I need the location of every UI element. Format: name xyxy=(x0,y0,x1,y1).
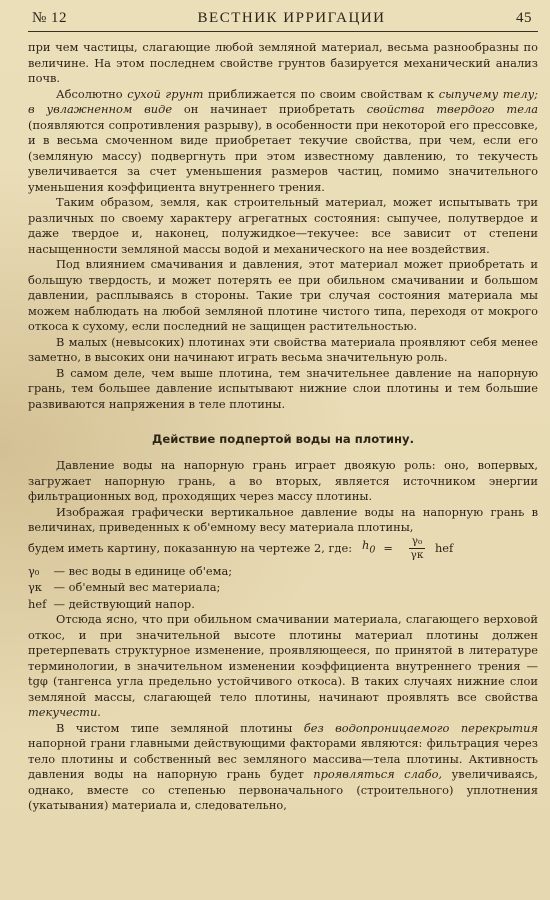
definition-symbol: γк xyxy=(28,580,42,594)
paragraph-10 xyxy=(28,721,538,814)
paragraph-2 xyxy=(28,87,538,196)
paragraph-9-text: Отсюда ясно, что при обильном смачивании материала, слагающего верховой откос, и при значительной высоте плотины материал плотины должен претерпевать структурное изменение, проявляющееся, по принятой в литературе терминологии, в значительном изменении коэффициента внутреннего трения — tgφ (тангенса угла предельно устойчивого откоса). В таких случаях нижние слои земляной массы, слагающей тело плотины, начинают проявлять все свойства xyxy=(28,612,538,704)
page-number-left: № 12 xyxy=(32,10,68,26)
paragraph-2-text: Абсолютно xyxy=(56,86,128,101)
formula-numerator: γ₀ xyxy=(411,534,423,547)
paragraph-7: Давление воды на напорную грань играет двоякую роль: оно, вопервых, загружает напорную грань, а во вторых, является источником энергии фильтрационных вод, проходящих через массу плотины. xyxy=(28,458,538,503)
formula-lhs-subscript: 0 xyxy=(369,544,376,556)
formula-rhs: hef xyxy=(434,540,454,555)
page-header xyxy=(28,6,538,32)
journal-title: ВЕСТНИК ИРРИГАЦИИ xyxy=(197,10,386,26)
definition-text: — действующий напор. xyxy=(53,596,195,611)
paragraph-10-text: В чистом типе земляной плотины xyxy=(56,720,304,735)
paragraph-9 xyxy=(28,612,538,721)
definition-item xyxy=(28,579,538,596)
formula-denominator: γк xyxy=(410,548,424,561)
paragraph-2-emphasis: свойства твердого тела xyxy=(366,102,538,116)
paragraph-2-emphasis: сыпучему телу; в увлажненном виде xyxy=(28,86,539,116)
paragraph-5: В малых (невысоких) плотинах эти свойства материала проявляют себя менее заметно, в высоких они начинают играть весьма значительную роль. xyxy=(28,334,538,364)
formula-fraction xyxy=(409,536,425,561)
section-heading: Действие подпертой воды на плотину. xyxy=(152,432,414,446)
paragraph-4: Под влиянием смачивания и давления, этот материал может приобретать и большую твердость, и может потерять ее при обильном смачивании и большом давлении, расплываясь в стороны. Такие три случая состояния материала мы можем наблюдать на любой земляной плотине чистого типа, переходя от мокрого откоса к сухому, если последний не защищен растительностью. xyxy=(28,257,538,333)
definition-text: — об'емный вес материала; xyxy=(53,580,221,594)
formula-lhs-symbol: h xyxy=(362,538,370,553)
paragraph-10-emphasis: без водопроницаемого перекрытия xyxy=(303,720,538,735)
paragraph-9-emphasis: текучести. xyxy=(28,705,101,719)
formula-line xyxy=(28,536,538,561)
page-number-right: 45 xyxy=(515,10,532,26)
formula-lhs xyxy=(362,538,375,557)
paragraph-8: Изображая графически вертикальное давление воды на напорную грань в величинах, приведенных к об'емному весу материала плотины, xyxy=(28,504,538,534)
definition-item xyxy=(28,563,538,580)
definition-symbol: γ₀ xyxy=(28,563,40,578)
paragraph-2-emphasis: сухой грунт xyxy=(127,86,204,101)
paragraph-2-text: (появляются сопротивления разрыву), в особенности при некоторой его прессовке, и в весьма смоченном виде приобретает текучие свойства, при чем, если его (земляную массу) подвергнуть при этом известному давлению, то текучесть увеличивается за счет уменьшения размеров частиц, помимо значительного уменьшения коэффициента внутреннего трения. xyxy=(28,117,538,194)
paragraph-10-emphasis: проявляться слабо, xyxy=(313,767,443,781)
definition-text: — вес воды в единице об'ема; xyxy=(53,563,233,578)
paragraph-3: Таким образом, земля, как строительный материал, может испытывать три различных по своему характеру агрегатных состояния: сыпучее, полутвердое и даже твердое и, наконец, полужидкое—текучее: все зависит от степени насыщенности земляной массы водой и механического на нее воздействия. xyxy=(28,195,538,256)
definition-symbol: hef xyxy=(28,596,47,611)
definition-item xyxy=(28,596,538,613)
paragraph-6: В самом деле, чем выше плотина, тем значительнее давление на напорную грань, тем большее давление испытывают нижние слои плотины и тем большие развиваются напряжения в теле плотины. xyxy=(28,365,538,411)
definitions-list xyxy=(28,563,538,613)
paragraph-2-text: приближается по своим свойствам к xyxy=(203,86,439,101)
paragraph-10-text: напорной грани главными действующими факторами являются: фильтрация через тело плотины и собственный вес земляного массива—тела плотины. Активность давления воды на напорную грань будет xyxy=(28,736,538,781)
formula-lead-text: будем иметь картину, показанную на чертеже 2, где: xyxy=(28,540,353,555)
paragraph-2-text: он начинает приобретать xyxy=(172,102,367,116)
paragraph-1: при чем частицы, слагающие любой земляной материал, весьма разнообразны по величине. На этом последнем свойстве грунтов базируется механический анализ почв. xyxy=(28,40,538,85)
paragraph-10-text: увеличиваясь, однако, вместе со степенью первоначального (строительного) уплотнения (укатывания) материала и, следовательно, xyxy=(28,767,538,812)
formula-equals: = xyxy=(383,540,393,555)
